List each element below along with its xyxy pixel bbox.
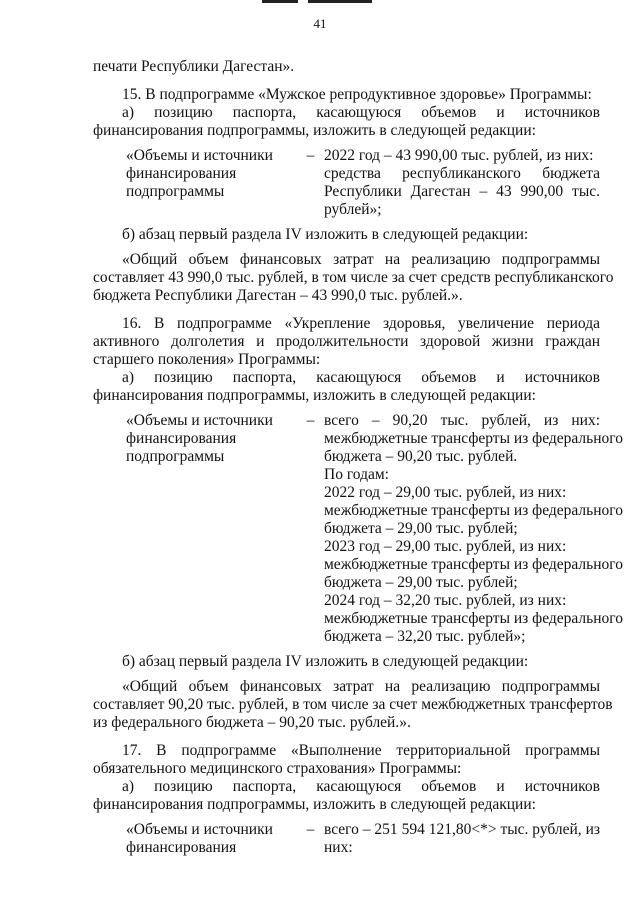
table-label: финансирования (126, 165, 237, 182)
table-label: «Объемы и источники (126, 412, 273, 429)
scan-top-marks (262, 0, 372, 4)
page-number: 41 (313, 16, 327, 31)
table-value: рублей»; (324, 201, 382, 218)
table-value: 2022 год – 43 990,00 тыс. рублей, из них: (324, 147, 594, 164)
item-15 (93, 86, 614, 305)
text-line: б) абзац первый раздела IV изложить в следующей редакции: (122, 653, 529, 670)
table-label: финансирования (126, 839, 237, 856)
text-line: печати Республики Дагестан». (93, 58, 295, 75)
table-label: подпрограммы (126, 183, 225, 200)
table-value: бюджета – 90,20 тыс. рублей. (324, 448, 518, 465)
table-value: бюджета – 29,00 тыс. рублей; (324, 574, 518, 591)
table-value: По годам: (324, 466, 389, 483)
text-line: а) позицию паспорта, касающуюся объемов и источников (122, 369, 600, 386)
quote-line: составляет 90,20 тыс. рублей, в том числе за счет межбюджетных трансфертов (93, 696, 613, 713)
passport-table (126, 821, 600, 857)
table-label: финансирования (126, 430, 237, 447)
table-value: межбюджетные трансферты из федерального (324, 430, 623, 447)
quote-line: «Общий объем финансовых затрат на реализацию подпрограммы (122, 251, 600, 268)
quote-line: из федерального бюджета – 90,20 тыс. рублей.». (93, 714, 411, 731)
item-heading: 15. В подпрограмме «Мужское репродуктивное здоровье» Программы: (122, 86, 592, 103)
table-value: 2024 год – 32,20 тыс. рублей, из них: (324, 592, 567, 609)
table-value: 2023 год – 29,00 тыс. рублей, из них: (324, 538, 567, 555)
text-line: финансирования подпрограммы, изложить в следующей редакции: (93, 122, 536, 139)
passport-table (126, 147, 600, 219)
table-value: всего – 90,20 тыс. рублей, из них: (324, 412, 600, 429)
item-heading: 16. В подпрограмме «Укрепление здоровья, увеличение периода (122, 315, 600, 332)
text-line: финансирования подпрограммы, изложить в следующей редакции: (93, 796, 536, 813)
table-value: межбюджетные трансферты из федерального (324, 502, 623, 519)
document-body (93, 58, 623, 857)
quote-line: составляет 43 990,0 тыс. рублей, в том числе за счет средств республиканского (93, 269, 614, 286)
item-17 (93, 742, 600, 857)
table-value: межбюджетные трансферты из федерального (324, 556, 623, 573)
text-line: б) абзац первый раздела IV изложить в следующей редакции: (122, 226, 529, 243)
table-value: Республики Дагестан – 43 990,00 тыс. (324, 183, 600, 200)
table-dash: – (306, 412, 315, 429)
table-dash: – (306, 821, 315, 838)
item-heading: 17. В подпрограмме «Выполнение территориальной программы (122, 742, 600, 759)
passport-table (126, 412, 623, 646)
quote-line: бюджета Республики Дагестан – 43 990,0 тыс. рублей.». (93, 287, 463, 304)
text-line: активного долголетия и продолжительности здоровой жизни граждан (93, 333, 600, 350)
text-line: финансирования подпрограммы, изложить в следующей редакции: (93, 387, 536, 404)
table-label: «Объемы и источники (126, 821, 273, 838)
table-label: «Объемы и источники (126, 147, 273, 164)
table-value: бюджета – 29,00 тыс. рублей; (324, 520, 518, 537)
table-value: межбюджетные трансферты из федерального (324, 610, 623, 627)
table-label: подпрограммы (126, 448, 225, 465)
text-line: обязательного медицинского страхования» Программы: (93, 760, 462, 777)
table-value: всего – 251 594 121,80<*> тыс. рублей, из (324, 821, 600, 838)
table-value: 2022 год – 29,00 тыс. рублей, из них: (324, 484, 567, 501)
table-dash: – (306, 147, 315, 164)
table-value: них: (324, 839, 353, 856)
table-value: средства республиканского бюджета (324, 165, 600, 182)
text-line: а) позицию паспорта, касающуюся объемов и источников (122, 104, 600, 121)
text-line: а) позицию паспорта, касающуюся объемов и источников (122, 778, 600, 795)
quote-line: «Общий объем финансовых затрат на реализацию подпрограммы (122, 678, 600, 695)
item-16 (93, 315, 623, 732)
text-line: старшего поколения» Программы: (93, 351, 321, 368)
table-value: бюджета – 32,20 тыс. рублей»; (324, 628, 526, 645)
